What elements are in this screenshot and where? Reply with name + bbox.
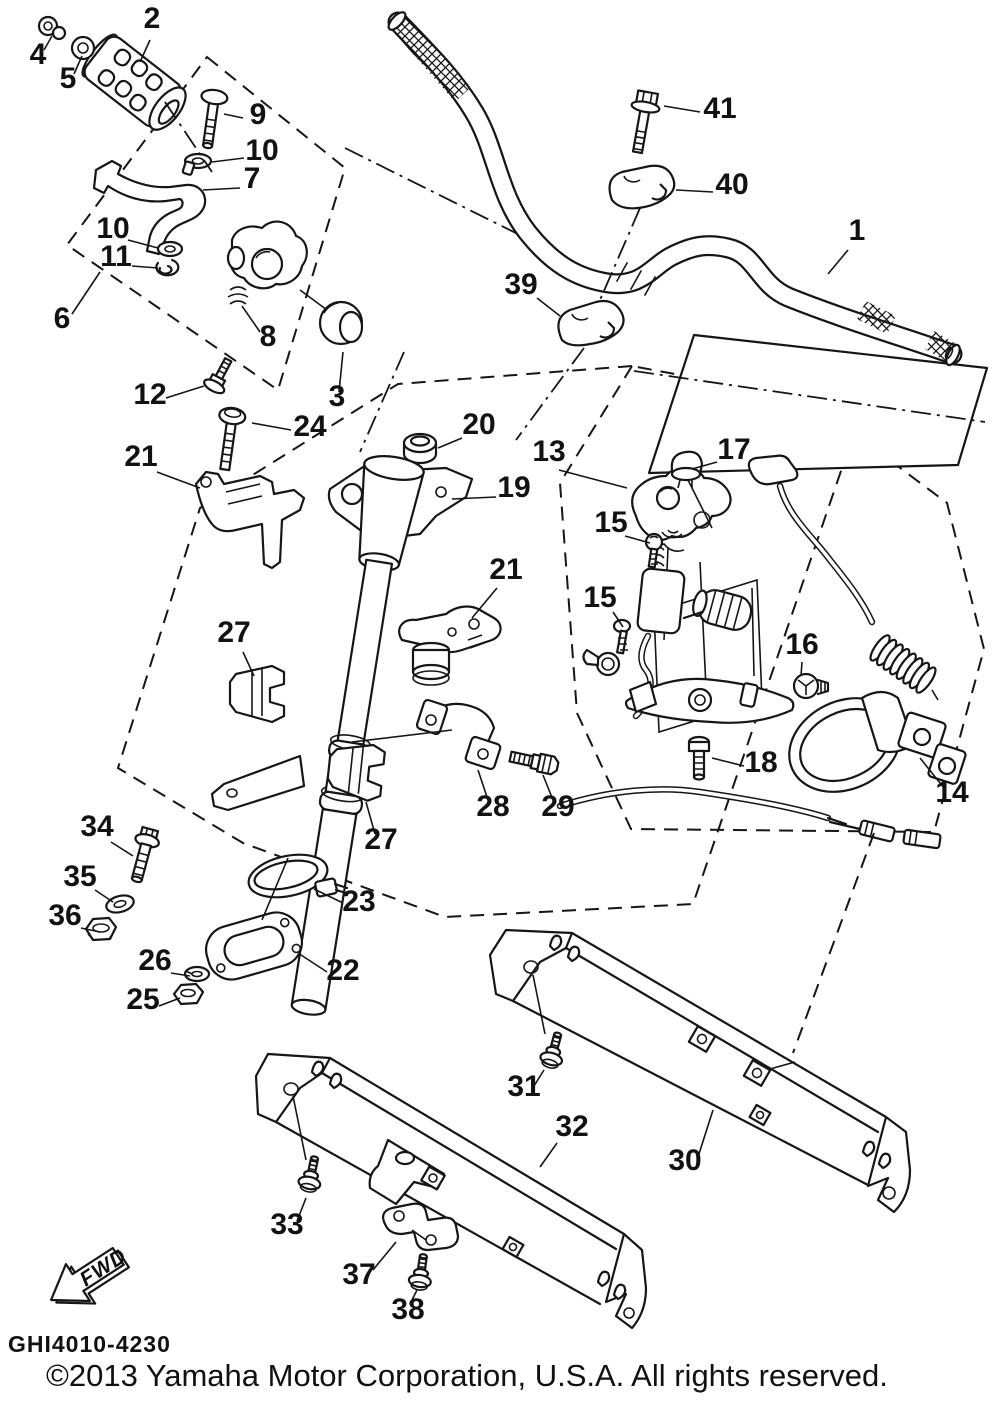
- callout-label: 37: [342, 1258, 376, 1291]
- spring-part-14-coil: [867, 633, 938, 695]
- callout-label: 40: [715, 168, 749, 201]
- callout-label: 18: [744, 746, 778, 779]
- bolt-part-24: [212, 406, 246, 471]
- callout-label: 28: [476, 790, 510, 823]
- callout-label: 30: [668, 1144, 702, 1177]
- callout-leader: [540, 1143, 557, 1167]
- arm-part-21-right: [399, 607, 500, 685]
- callout-leader: [537, 298, 560, 316]
- callout-leader: [166, 386, 204, 398]
- callout-leader: [212, 158, 244, 162]
- callout-leader: [373, 1242, 396, 1270]
- callout-label: 6: [53, 302, 71, 335]
- fwd-arrow: [39, 1234, 139, 1322]
- callout-label: 11: [100, 240, 132, 273]
- bracket-part-21-left: [196, 472, 304, 568]
- callout-label: 24: [293, 410, 327, 443]
- callout-label: 27: [364, 823, 398, 856]
- callout-leader: [676, 190, 713, 192]
- bushing-part-3: [320, 302, 362, 344]
- grommet: [584, 650, 620, 675]
- callout-label: 23: [342, 885, 376, 918]
- callout-label: 33: [270, 1208, 304, 1241]
- clamp-part-28: [416, 699, 501, 770]
- callout-leader: [132, 266, 158, 268]
- switch-base: [626, 547, 793, 732]
- clamp-part-39: [558, 301, 623, 345]
- callout-leader: [242, 306, 260, 332]
- callout-label: 9: [249, 98, 267, 131]
- callout-label: 7: [243, 162, 261, 195]
- callout-label: 13: [532, 435, 566, 468]
- gasket-part-22: [200, 907, 307, 985]
- callout-label: 1: [848, 214, 866, 247]
- callout-label: 15: [583, 581, 617, 614]
- callout-leader: [828, 250, 848, 274]
- grip-assembly: [39, 17, 566, 396]
- bolt-part-12: [202, 355, 238, 396]
- callout-label: 26: [138, 944, 172, 977]
- part-code: GHI4010-4230: [8, 1331, 171, 1357]
- washer-part-10-lower: [158, 242, 182, 256]
- callout-label: 21: [489, 553, 523, 586]
- callout-label: 27: [217, 616, 251, 649]
- callout-label: 35: [63, 860, 97, 893]
- callout-label: 34: [80, 810, 114, 843]
- bolt-part-31: [538, 1030, 569, 1070]
- callout-label: 12: [133, 378, 167, 411]
- bolt-part-29: [509, 748, 560, 776]
- callout-label: 10: [96, 212, 130, 245]
- damper-part-27-upper: [230, 666, 284, 722]
- bolt-part-38: [408, 1253, 435, 1292]
- callout-label: 2: [143, 2, 161, 35]
- tiller-plate: [212, 756, 304, 810]
- callout-label: 8: [259, 320, 277, 353]
- callout-label: 20: [462, 408, 496, 441]
- screw-part-4: [39, 17, 65, 39]
- plug-part-16: [794, 674, 828, 698]
- callout-leader: [157, 472, 200, 488]
- callout-label: 21: [124, 440, 158, 473]
- callout-leader: [664, 106, 700, 112]
- callout-label: 19: [497, 471, 531, 504]
- callout-label: 29: [541, 790, 575, 823]
- clip-part-11: [156, 260, 178, 275]
- callout-label: 38: [391, 1293, 425, 1326]
- copyright-text: ©2013 Yamaha Motor Corporation, U.S.A. All rights reserved.: [46, 1358, 888, 1393]
- callout-leader: [203, 188, 240, 190]
- callout-label: 5: [59, 62, 77, 95]
- callout-leader: [111, 842, 133, 856]
- callout-label: 25: [126, 983, 160, 1016]
- callout-label: 14: [935, 776, 969, 809]
- callout-leader: [438, 438, 462, 448]
- callout-leader: [559, 470, 627, 488]
- washer-part-26: [185, 967, 209, 981]
- callout-label: 3: [328, 380, 346, 413]
- bolt-part-18: [689, 737, 709, 780]
- callout-label: 10: [245, 134, 279, 167]
- callout-leader: [252, 423, 291, 430]
- callout-leader: [72, 272, 100, 314]
- bolt-part-34: [125, 826, 162, 885]
- clamp-part-40: [610, 166, 675, 209]
- fwd-arrow-label: FWD: [75, 1244, 131, 1292]
- nut-part-25: [174, 984, 203, 1004]
- washer-part-5: [72, 37, 94, 59]
- lever-and-cable: [749, 456, 872, 622]
- callout-leader: [159, 998, 180, 1006]
- bolt-part-41: [624, 90, 662, 155]
- callout-label: 16: [785, 628, 819, 661]
- callout-label: 36: [48, 899, 82, 932]
- callout-leader: [224, 114, 243, 118]
- callout-label: 39: [504, 268, 538, 301]
- callout-leader: [801, 662, 802, 676]
- callout-leader: [712, 758, 744, 766]
- callout-label: 31: [507, 1070, 541, 1103]
- housing-part-8: [228, 222, 307, 304]
- bolt-part-33: [297, 1154, 326, 1194]
- callout-label: 17: [717, 433, 751, 466]
- washer-part-35: [104, 893, 135, 916]
- nut-part-36: [86, 918, 116, 940]
- callout-label: 32: [555, 1110, 589, 1143]
- callout-label: 41: [703, 92, 737, 125]
- callout-label: 15: [594, 506, 628, 539]
- callout-label: 22: [326, 954, 360, 987]
- handlebar-assembly: [386, 10, 987, 473]
- bolt-part-9: [194, 88, 228, 150]
- callout-label: 4: [29, 38, 47, 71]
- washer-part-20: [404, 434, 436, 463]
- callout-leader: [95, 890, 113, 902]
